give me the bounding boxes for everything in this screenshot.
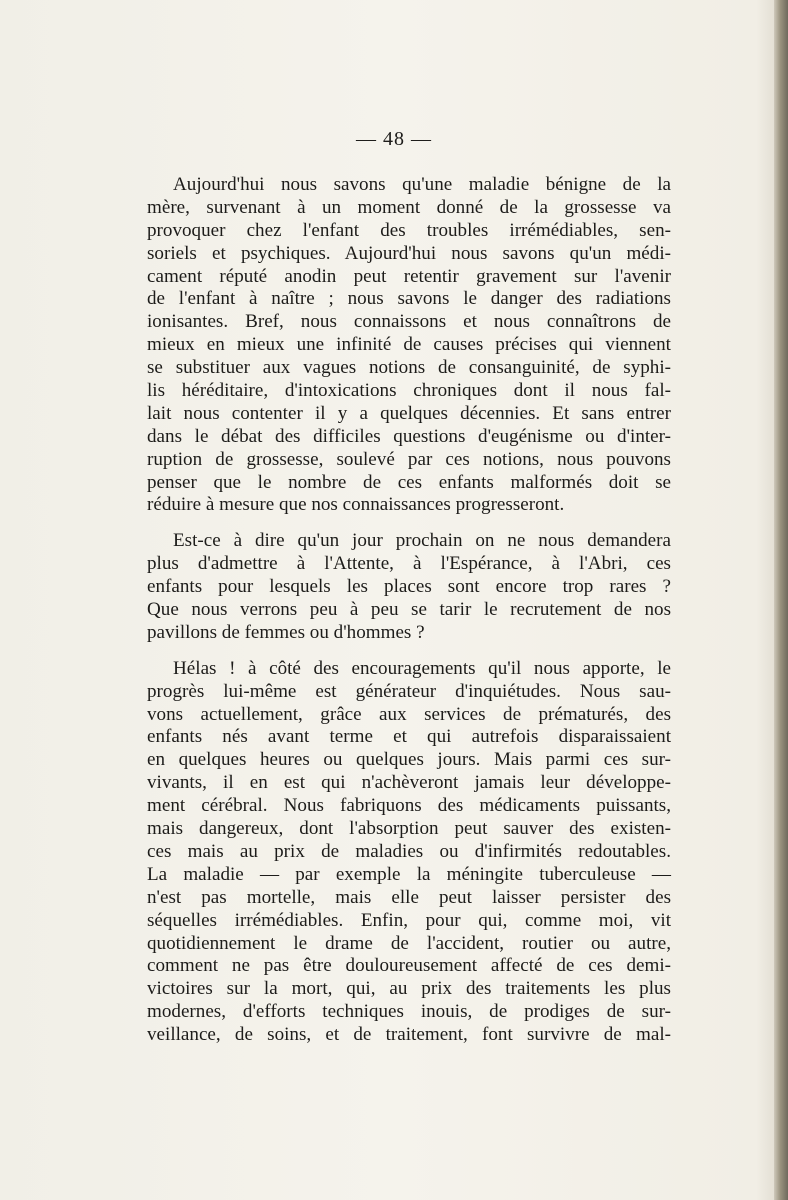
text-line: réduire à mesure que nos connaissances progresseront.: [147, 494, 565, 516]
text-line: ment cérébral. Nous fabriquons des médicaments puissants,: [147, 795, 671, 817]
text-line: penser que le nombre de ces enfants malformés doit se: [147, 471, 671, 493]
text-line: cament réputé anodin peut retentir gravement sur l'avenir: [147, 265, 671, 287]
text-line: modernes, d'efforts techniques inouis, de prodiges de sur-: [147, 1001, 671, 1023]
text-line: victoires sur la mort, qui, au prix des traitements les plus: [147, 978, 671, 1000]
text-line: en quelques heures ou quelques jours. Mais parmi ces sur-: [147, 749, 671, 771]
text-line: se substituer aux vagues notions de consanguinité, de syphi-: [147, 357, 671, 379]
text-line: soriels et psychiques. Aujourd'hui nous savons qu'un médi-: [147, 242, 671, 264]
text-line: quotidiennement le drame de l'accident, routier ou autre,: [147, 932, 671, 954]
text-line: ces mais au prix de maladies ou d'infirmités redoutables.: [147, 840, 671, 862]
text-line: Hélas ! à côté des encouragements qu'il nous apporte, le: [173, 657, 671, 679]
text-line: lait nous contenter il y a quelques décennies. Et sans entrer: [147, 402, 671, 424]
text-line: mère, survenant à un moment donné de la grossesse va: [147, 196, 671, 218]
text-line: ruption de grossesse, soulevé par ces notions, nous pouvons: [147, 448, 671, 470]
text-line: comment ne pas être douloureusement affecté de ces demi-: [147, 955, 671, 977]
body-text: [147, 174, 671, 1047]
paragraph: [147, 530, 671, 644]
text-line: progrès lui-même est générateur d'inquiétudes. Nous sau-: [147, 680, 671, 702]
text-line: séquelles irrémédiables. Enfin, pour qui, comme moi, vit: [147, 909, 671, 931]
paragraph: [147, 174, 671, 517]
text-line: La maladie — par exemple la méningite tuberculeuse —: [147, 863, 671, 885]
text-line: vivants, il en est qui n'achèveront jamais leur développe-: [147, 772, 671, 794]
text-line: enfants pour lesquels les places sont encore trop rares ?: [147, 576, 671, 598]
text-line: veillance, de soins, et de traitement, font survivre de mal-: [147, 1024, 671, 1046]
text-line: de l'enfant à naître ; nous savons le danger des radiations: [147, 288, 671, 310]
text-line: pavillons de femmes ou d'hommes ?: [147, 621, 425, 643]
text-line: mais dangereux, dont l'absorption peut sauver des existen-: [147, 818, 671, 840]
text-line: plus d'admettre à l'Attente, à l'Espérance, à l'Abri, ces: [147, 553, 671, 575]
paragraph: [147, 658, 671, 1047]
text-line: enfants nés avant terme et qui autrefois disparaissaient: [147, 726, 671, 748]
text-line: ionisantes. Bref, nous connaissons et nous connaîtrons de: [147, 311, 671, 333]
text-line: n'est pas mortelle, mais elle peut laisser persister des: [147, 886, 671, 908]
text-line: mieux en mieux une infinité de causes précises qui viennent: [147, 334, 671, 356]
text-line: vons actuellement, grâce aux services de prématurés, des: [147, 703, 671, 725]
page-number: — 48 —: [356, 128, 432, 150]
text-line: Est-ce à dire qu'un jour prochain on ne nous demandera: [173, 530, 671, 552]
text-line: Que nous verrons peu à peu se tarir le recrutement de nos: [147, 599, 671, 621]
text-line: dans le débat des difficiles questions d'eugénisme ou d'inter-: [147, 425, 671, 447]
text-line: lis héréditaire, d'intoxications chroniques dont il nous fal-: [147, 380, 671, 402]
text-line: Aujourd'hui nous savons qu'une maladie bénigne de la: [173, 174, 671, 195]
text-line: provoquer chez l'enfant des troubles irrémédiables, sen-: [147, 219, 671, 241]
page-edge-shadow: [774, 0, 788, 1200]
